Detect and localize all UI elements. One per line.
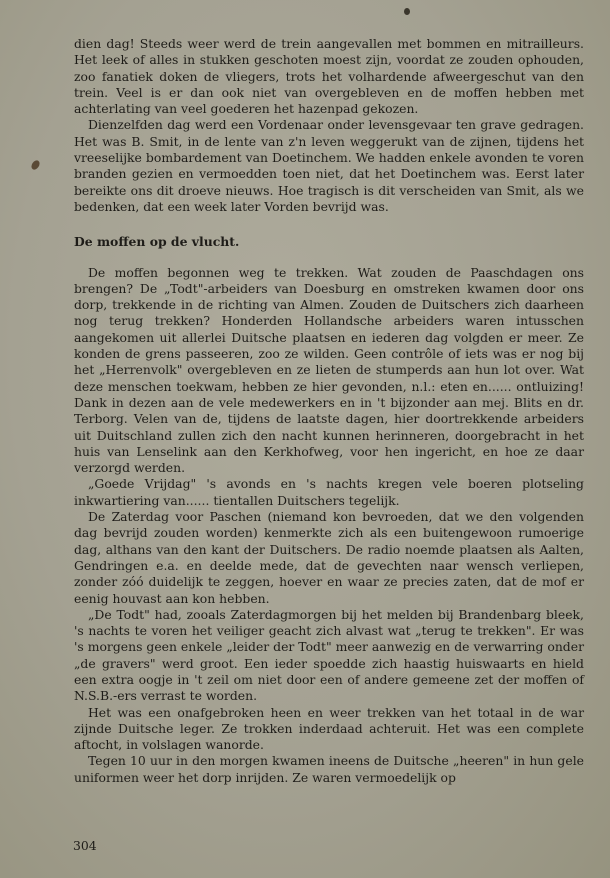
paragraph-2: Dienzelfden dag werd een Vordenaar onder levensgevaar ten grave gedragen. Het was B. Smit, in de lente van z'n leven weggerukt van de zijnen, tijdens het vreeselijke bombardement van Doetinchem. We hadden enkele avonden te voren branden gezien en vermoedden toen niet, dat het Doetinchem was. Eerst later bereikte ons dit droeve nieuws. Hoe tragisch is dit verscheiden van Smit, als we bedenken, dat een week later Vorden bevrijd was. [74, 117, 584, 214]
body-text [74, 36, 584, 786]
paragraph-5: De Zaterdag voor Paschen (niemand kon bevroeden, dat we den volgenden dag bevrijd zouden worden) kenmerkte zich als een buitengewoon rumoerige dag, althans van den kant der Duitschers. De radio noemde plaatsen als Aalten, Gendringen e.a. en deelde mede, dat de gevechten naar wensch verliepen, zonder zóó duidelijk te zeggen, hoever en waar ze precies zaten, dat de mof er eenig houvast aan kon hebben. [74, 509, 584, 606]
page-number: 304 [73, 838, 97, 853]
paper-stain [30, 159, 41, 171]
section-heading: De moffen op de vlucht. [74, 234, 240, 250]
paragraph-6: „De Todt" had, zooals Zaterdagmorgen bij het melden bij Brandenbarg bleek, 's nachts te voren het veiliger geacht zich alvast wat „terug te trekken". Er was 's morgens geen enkele „leider der Todt" meer aanwezig en de verwarring onder „de gravers" werd groot. Een ieder spoedde zich haastig huiswaarts en hield een extra oogje in 't zeil om niet door een of andere gemeene zet der moffen of N.S.B.-ers verrast te worden. [74, 606, 584, 704]
paragraph-1: dien dag! Steeds weer werd de trein aangevallen met bommen en mitrailleurs. Het leek of alles in stukken geschoten moest zijn, voordat ze zouden ophouden, zoo fanatiek doken de vliegers, trots het volhardende afweergeschut van den trein. Veel is er dan ook niet van overgebleven en de moffen hebben met achterlating van veel goederen het hazenpad gekozen. [74, 36, 584, 117]
paragraph-7: Het was een onafgebroken heen en weer trekken van het totaal in de war zijnde Duitsche leger. Ze trokken inderdaad achteruit. Het was een complete aftocht, in volslagen wanorde. [74, 704, 584, 753]
paper-speck [404, 8, 410, 15]
paragraph-3: De moffen begonnen weg te trekken. Wat zouden de Paaschdagen ons brengen? De „Todt"-arbeiders van Doesburg en omstreken kwamen door ons dorp, trekkende in de richting van Almen. Zouden de Duitschers zich daarheen nog terug trekken? Honderden Hollandsche arbeiders waren intusschen aangekomen uit allerlei Duitsche plaatsen en iederen dag volgden er meer. Ze konden de grens passeeren, zoo ze wilden. Geen contrôle of iets was er nog bij het „Herrenvolk" overgebleven en ze lieten de stumperds aan hun lot over. Wat deze menschen toekwam, hebben ze hier gevonden, n.l.: eten en...... ontluizing! Dank in dezen aan de vele medewerkers en in 't bijzonder aan mej. Blits en dr. Terborg. Velen van de, tijdens de laatste dagen, hier doortrekkende arbeiders uit Duitschland zullen zich den nacht kunnen herinneren, doorgebracht in het huis van Lenselink aan den Kerkhofweg, voor hen ingericht, en hoe ze daar verzorgd werden. [74, 264, 584, 476]
paragraph-4: „Goede Vrijdag" 's avonds en 's nachts kregen vele boeren plotseling inkwartiering van...... tientallen Duitschers tegelijk. [74, 476, 584, 508]
paragraph-8: Tegen 10 uur in den morgen kwamen ineens de Duitsche „heeren" in hun gele uniformen weer het dorp inrijden. Ze waren vermoedelijk op [74, 753, 584, 785]
